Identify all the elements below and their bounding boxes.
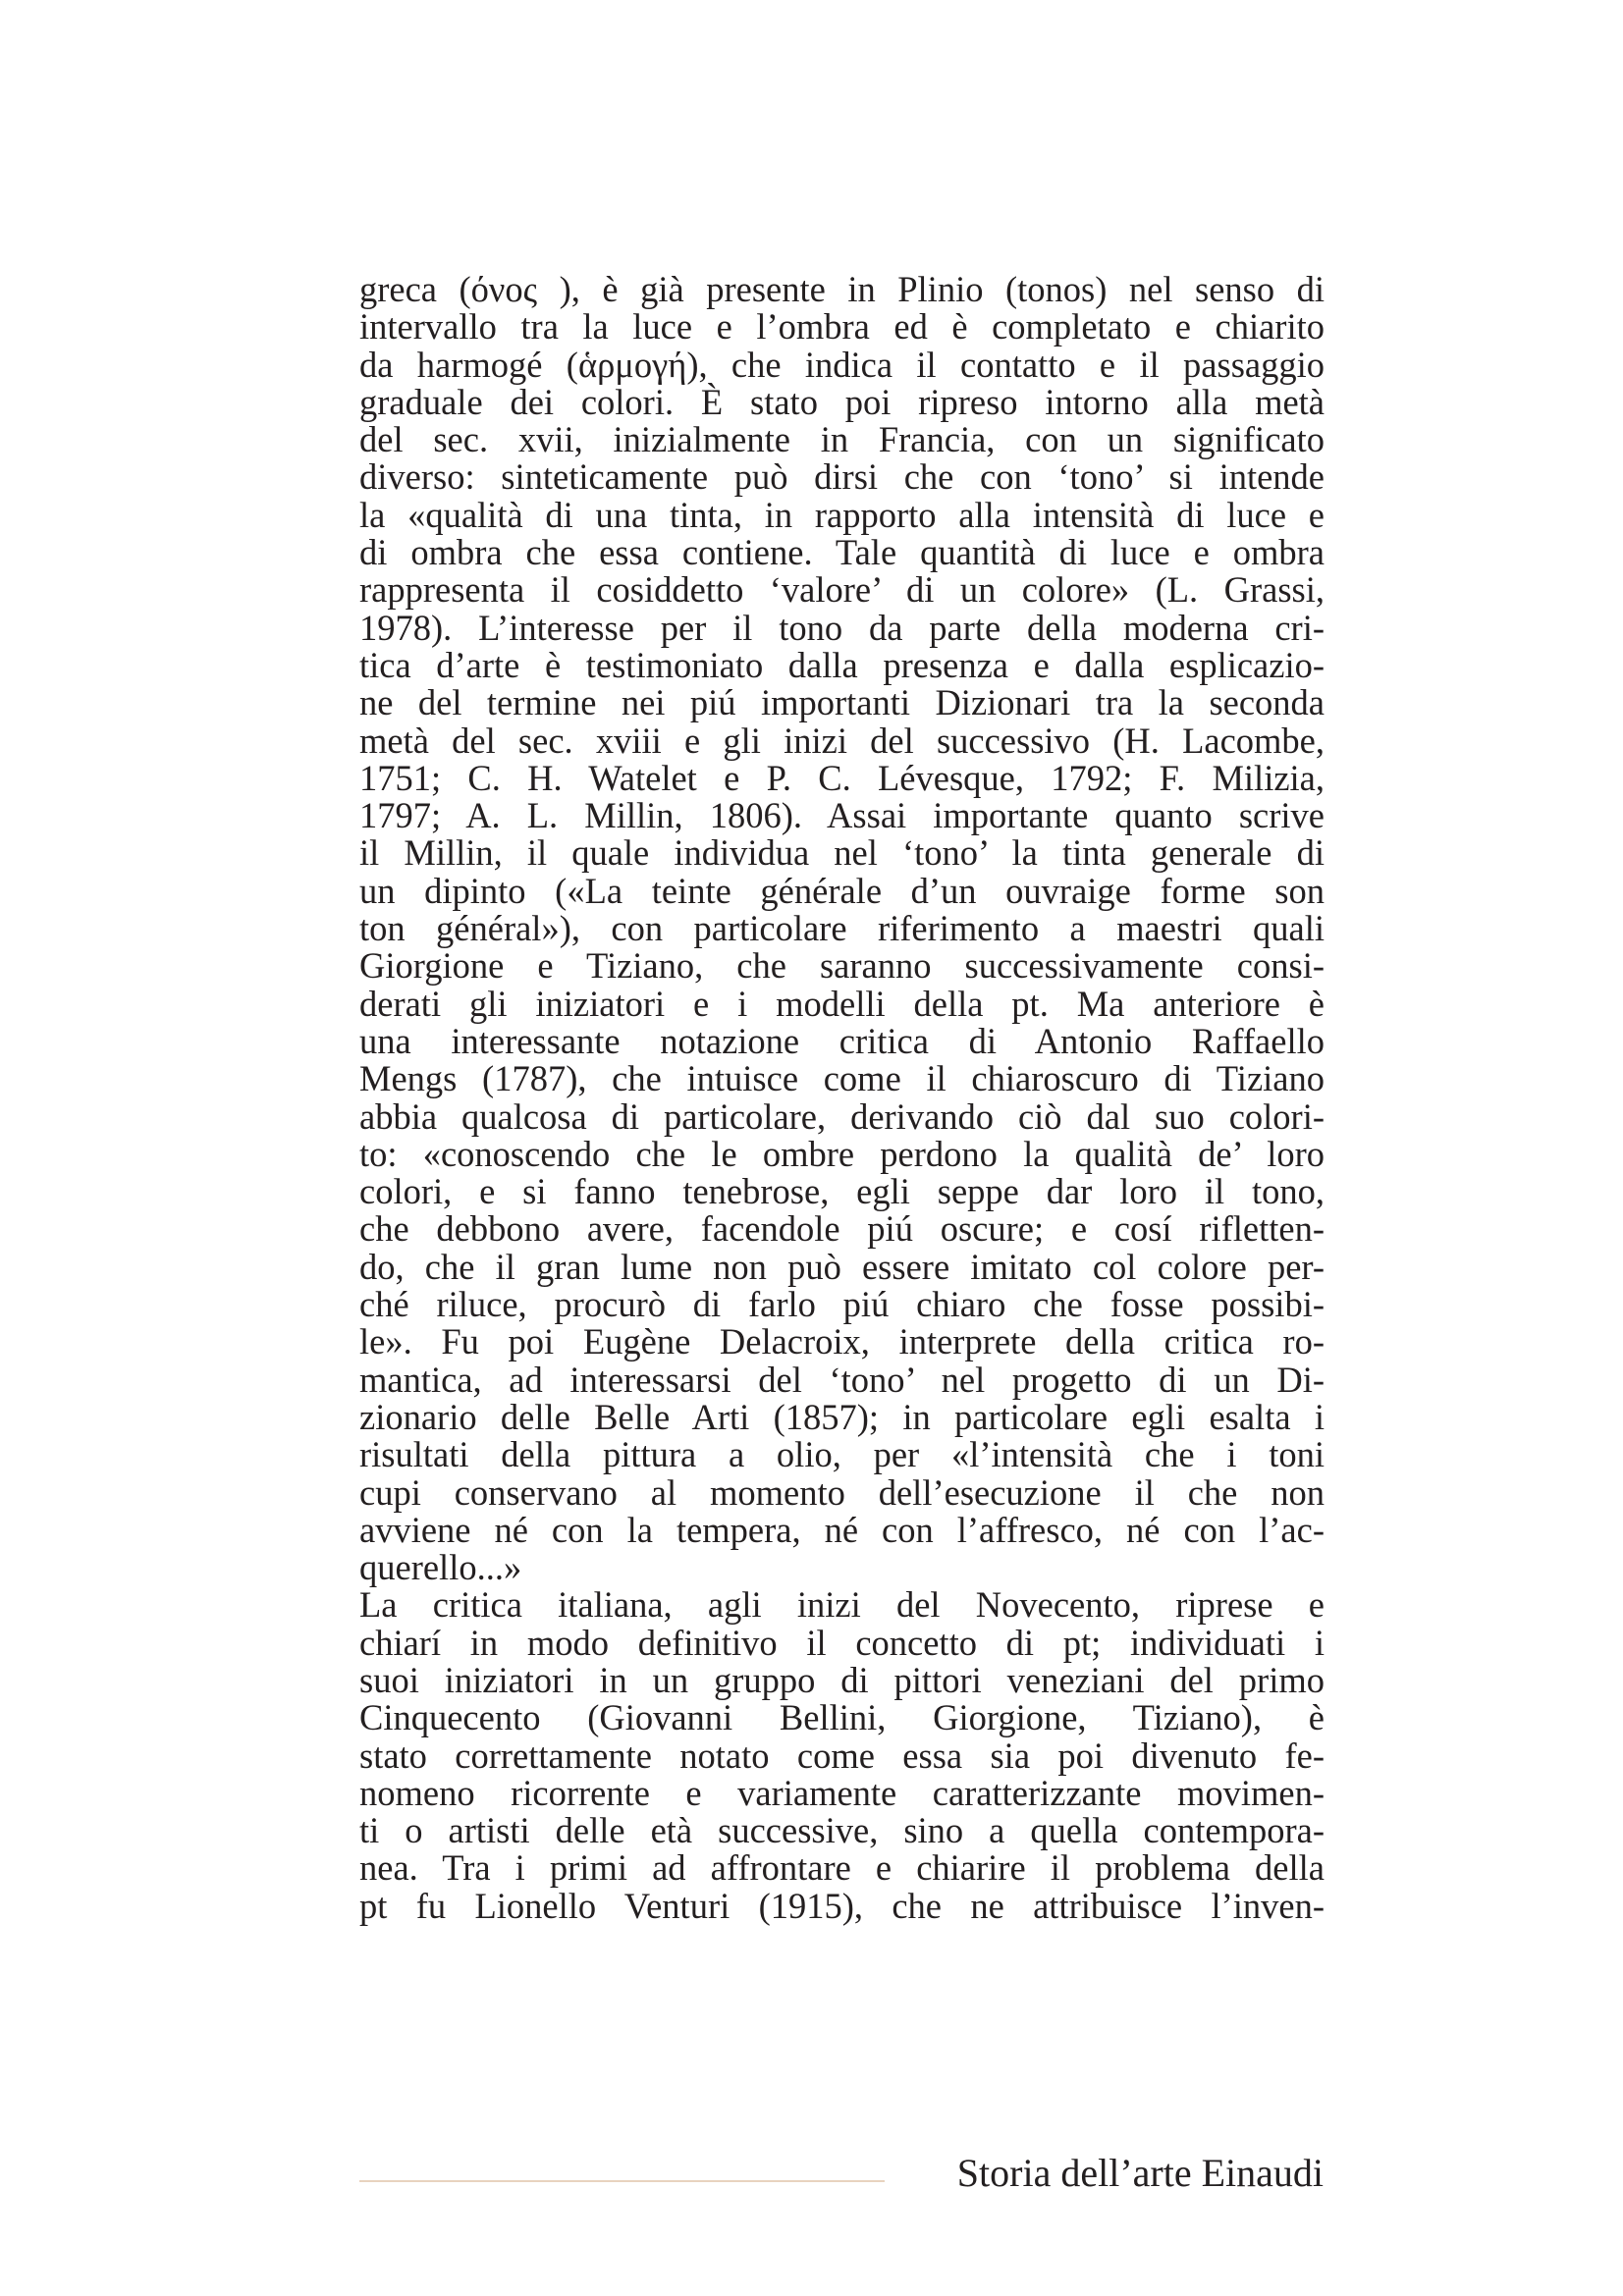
text-line: Giorgione e Tiziano, che saranno successivamente consi- xyxy=(359,945,1325,987)
body-text xyxy=(359,271,1325,1925)
text-line: ne del termine nei piú importanti Dizionari tra la seconda xyxy=(359,682,1325,723)
text-line: un dipinto («La teinte générale d’un ouvraige forme son xyxy=(359,870,1325,911)
text-line: zionario delle Belle Arti (1857); in particolare egli esalta i xyxy=(359,1396,1325,1437)
text-line: risultati della pittura a olio, per «l’intensità che i toni xyxy=(359,1434,1325,1475)
text-line: del sec. xvii, inizialmente in Francia, con un significato xyxy=(359,419,1325,460)
text-line: abbia qualcosa di particolare, derivando ciò dal suo colori- xyxy=(359,1095,1325,1137)
text-line: il Millin, il quale individua nel ‘tono’ la tinta generale di xyxy=(359,832,1325,874)
text-line: Mengs (1787), che intuisce come il chiaroscuro di Tiziano xyxy=(359,1058,1325,1099)
text-line: ti o artisti delle età successive, sino a quella contempora- xyxy=(359,1810,1325,1851)
text-line: che debbono avere, facendole piú oscure; e cosí rifletten- xyxy=(359,1208,1325,1250)
text-line: nea. Tra i primi ad affrontare e chiarire il problema della xyxy=(359,1847,1325,1889)
text-line: diverso: sinteticamente può dirsi che con ‘tono’ si intende xyxy=(359,456,1325,498)
text-line: intervallo tra la luce e l’ombra ed è completato e chiarito xyxy=(359,306,1325,347)
text-line: greca (όνος ), è già presente in Plinio (tonos) nel senso di xyxy=(359,269,1325,309)
text-line: metà del sec. xviii e gli inizi del successivo (H. Lacombe, xyxy=(359,720,1325,761)
text-line: cupi conservano al momento dell’esecuzione il che non xyxy=(359,1471,1325,1513)
text-line: to: «conoscendo che le ombre perdono la qualità de’ loro xyxy=(359,1133,1325,1174)
text-line: tica d’arte è testimoniato dalla presenza e dalla esplicazio- xyxy=(359,644,1325,685)
text-line: 1797; A. L. Millin, 1806). Assai importante quanto scrive xyxy=(359,795,1325,836)
footer-title: Storia dell’arte Einaudi xyxy=(956,2151,1324,2195)
text-line: mantica, ad interessarsi del ‘tono’ nel progetto di un Di- xyxy=(359,1359,1325,1400)
text-line: Cinquecento (Giovanni Bellini, Giorgione, Tiziano), è xyxy=(359,1697,1325,1738)
text-line: 1978). L’interesse per il tono da parte della moderna cri- xyxy=(359,607,1325,648)
text-line: nomeno ricorrente e variamente caratterizzante movimen- xyxy=(359,1772,1325,1813)
text-line: pt fu Lionello Venturi (1915), che ne attribuisce l’inven- xyxy=(359,1885,1325,1926)
text-line: chiarí in modo definitivo il concetto di pt; individuati i xyxy=(359,1622,1325,1663)
text-line: 1751; C. H. Watelet e P. C. Lévesque, 1792; F. Milizia, xyxy=(359,757,1325,798)
text-line: querello...» xyxy=(359,1547,522,1588)
text-line: avviene né con la tempera, né con l’affresco, né con l’ac- xyxy=(359,1509,1325,1550)
text-line: da harmogé (ἁρμογή), che indica il contatto e il passaggio xyxy=(359,344,1325,385)
text-line: ché riluce, procurò di farlo piú chiaro che fosse possibi- xyxy=(359,1284,1325,1325)
text-line: stato correttamente notato come essa sia poi divenuto fe- xyxy=(359,1735,1325,1776)
text-line: graduale dei colori. È stato poi ripreso intorno alla metà xyxy=(359,381,1325,422)
text-line: ton général»), con particolare riferimento a maestri quali xyxy=(359,908,1325,949)
text-line: do, che il gran lume non può essere imitato col colore per- xyxy=(359,1246,1325,1287)
text-line: di ombra che essa contiene. Tale quantità di luce e ombra xyxy=(359,532,1325,573)
text-line: le». Fu poi Eugène Delacroix, interprete della critica ro- xyxy=(359,1321,1325,1362)
text-line: rappresenta il cosiddetto ‘valore’ di un colore» (L. Grassi, xyxy=(359,569,1325,611)
text-line: derati gli iniziatori e i modelli della pt. Ma anteriore è xyxy=(359,983,1325,1024)
text-line: suoi iniziatori in un gruppo di pittori veneziani del primo xyxy=(359,1659,1325,1700)
text-line: una interessante notazione critica di Antonio Raffaello xyxy=(359,1020,1325,1061)
footer-divider xyxy=(359,2180,885,2182)
text-line: colori, e si fanno tenebrose, egli seppe dar loro il tono, xyxy=(359,1171,1325,1212)
text-line: La critica italiana, agli inizi del Novecento, riprese e xyxy=(359,1584,1325,1626)
text-line: la «qualità di una tinta, in rapporto alla intensità di luce e xyxy=(359,494,1325,535)
